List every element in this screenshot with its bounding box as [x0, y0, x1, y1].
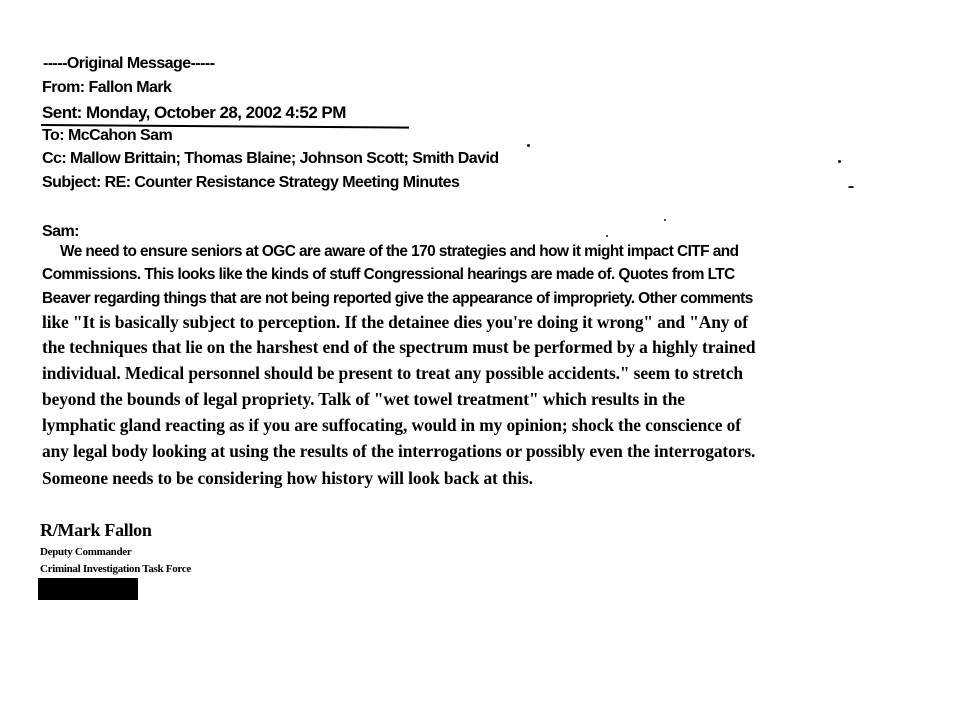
- subject-label: Subject:: [42, 174, 101, 191]
- scan-speck: [848, 186, 854, 188]
- sent-value: Monday, October 28, 2002 4:52 PM: [85, 103, 346, 122]
- body-line: Commissions. This looks like the kinds of stuff Congressional hearings are made of. Quotes from LTC: [42, 266, 735, 283]
- scan-speck: [664, 219, 666, 221]
- sent-row: [42, 104, 346, 121]
- to-row: [42, 128, 172, 144]
- body-line: lymphatic gland reacting as if you are suffocating, would in my opinion; shock the conscience of: [42, 415, 741, 435]
- body-line: any legal body looking at using the results of the interrogations or possibly even the interrogators.: [42, 441, 756, 461]
- from-value: Fallon Mark: [88, 79, 172, 96]
- cc-row: [42, 151, 499, 167]
- from-row: [42, 80, 171, 96]
- body-line: We need to ensure seniors at OGC are aware of the 170 strategies and how it might impact CITF and: [60, 243, 739, 260]
- to-value: McCahon Sam: [67, 127, 173, 144]
- scan-speck: [606, 235, 608, 237]
- body-line: Beaver regarding things that are not being reported give the appearance of impropriety. Other comments: [42, 290, 753, 307]
- from-label: From:: [42, 79, 85, 96]
- body-line: beyond the bounds of legal propriety. Talk of "wet towel treatment" which results in the: [42, 389, 685, 409]
- subject-row: [42, 175, 459, 191]
- signature-org: Criminal Investigation Task Force: [40, 563, 191, 575]
- signature-name: R/Mark Fallon: [40, 520, 152, 540]
- body-line: individual. Medical personnel should be present to treat any possible accidents." seem to stretch: [42, 363, 743, 383]
- signature-title: Deputy Commander: [40, 546, 132, 558]
- body-line: like "It is basically subject to perception. If the detainee dies you're doing it wrong" and "Any of: [42, 312, 748, 332]
- to-label: To:: [42, 127, 65, 144]
- body-line: the techniques that lie on the harshest end of the spectrum must be performed by a highly trained: [42, 337, 756, 357]
- salutation: Sam:: [42, 223, 79, 240]
- scan-speck: [527, 144, 530, 147]
- sent-label: Sent:: [42, 103, 82, 122]
- original-message-divider: -----Original Message-----: [43, 55, 215, 72]
- subject-value: RE: Counter Resistance Strategy Meeting Minutes: [104, 174, 460, 191]
- body-line: Someone needs to be considering how history will look back at this.: [42, 468, 533, 488]
- scan-speck: [838, 160, 841, 163]
- redaction-block: [38, 578, 138, 600]
- cc-label: Cc:: [42, 150, 67, 167]
- cc-value: Mallow Brittain; Thomas Blaine; Johnson Scott; Smith David: [70, 150, 499, 167]
